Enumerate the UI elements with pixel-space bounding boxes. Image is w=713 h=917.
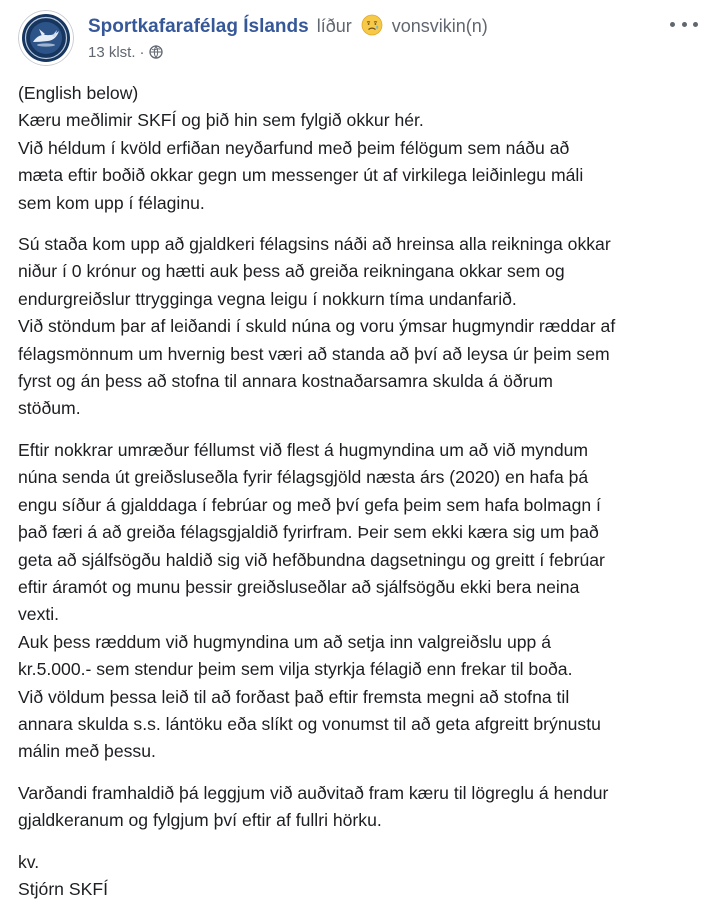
club-logo-icon xyxy=(18,10,74,66)
post-text-line: það færi á að greiða félagsgjaldið fyrirfram. Þeir sem ekki kæra sig um það xyxy=(18,522,599,543)
post-text-line: niður í 0 krónur og hætti auk þess að greiða reikningana okkar sem og xyxy=(18,261,565,282)
post-text-line: vexti. xyxy=(18,604,60,625)
post-text-line: núna senda út greiðsluseðla fyrir félagsgjöld næsta árs (2020) en hafa þá xyxy=(18,467,589,488)
post-text-line: geta að sjálfsögðu haldið sig við hefðbundna dagsetningu og greitt í febrúar xyxy=(18,549,605,570)
more-options-icon xyxy=(682,22,687,27)
post-paragraph xyxy=(18,231,698,423)
post-body xyxy=(18,80,698,917)
post-text-line: Kæru meðlimir SKFÍ og þið hin sem fylgið okkur hér. xyxy=(18,110,424,131)
post-text-line: mæta eftir boðið okkar gegn um messenger út af virkilega leiðinlegu máli xyxy=(18,165,584,186)
post-timestamp-link[interactable]: 13 klst. xyxy=(88,44,136,61)
post-paragraph xyxy=(18,780,698,835)
author-line xyxy=(88,14,488,39)
post-text-line: Auk þess ræddum við hugmyndina um að setja inn valgreiðslu upp á xyxy=(18,631,552,652)
post-text-line: (English below) xyxy=(18,83,139,103)
post-text-line: engu síður á gjalddaga í febrúar og með því gefa þeim sem hafa bolmagn í xyxy=(18,494,601,515)
author-name-link[interactable]: Sportkafarafélag Íslands xyxy=(88,16,309,37)
post-text-line: félagsmönnum um hvernig best væri að standa að því að leysa úr þeim sem xyxy=(18,343,610,364)
meta-separator: · xyxy=(139,44,145,61)
post-text-line: gjaldkeranum og fylgjum því eftir af fullri hörku. xyxy=(18,810,382,831)
disappointed-face-icon xyxy=(361,14,383,36)
post-text-line: kv. xyxy=(18,851,40,872)
feeling-verb: líður xyxy=(316,16,352,36)
post-text-line: Við héldum í kvöld erfiðan neyðarfund með þeim félögum sem náðu að xyxy=(18,137,570,158)
post-paragraph xyxy=(18,437,698,766)
post-text-line: fyrst og án þess að stofna til annara kostnaðarsamra skulda á öðrum xyxy=(18,371,553,392)
more-options-button[interactable] xyxy=(670,14,698,34)
post-text-line: Varðandi framhaldið þá leggjum við auðvitað fram kæru til lögreglu á hendur xyxy=(18,782,609,803)
post-text-line: Við stöndum þar af leiðandi í skuld núna og voru ýmsar hugmyndir ræddar af xyxy=(18,316,616,337)
post-paragraph xyxy=(18,80,698,217)
club-logo-avatar[interactable] xyxy=(18,10,74,66)
post-meta xyxy=(88,43,163,63)
post-text-line: eftir áramót og munu þessir greiðsluseðlar að sjálfsögðu ekki bera neina xyxy=(18,576,580,597)
post-text-line: kr.5.000.- sem stendur þeim sem vilja styrkja félagið enn frekar til boða. xyxy=(18,659,573,680)
more-options-icon xyxy=(670,22,675,27)
more-options-icon xyxy=(693,22,698,27)
post-text-line: Eftir nokkrar umræður féllumst við flest á hugmyndina um að við myndum xyxy=(18,439,589,460)
post-text-line: Við völdum þessa leið til að forðast það eftir fremsta megni að stofna til xyxy=(18,686,570,707)
post-text-line: málin með þessu. xyxy=(18,741,156,762)
post-text-line: Stjórn SKFÍ xyxy=(18,878,108,899)
feeling-label[interactable]: vonsvikin(n) xyxy=(391,16,488,36)
post-signature xyxy=(18,849,698,904)
post-text-line: annara skulda s.s. lántöku eða slíkt og vonumst til að geta afgreitt brýnustu xyxy=(18,713,601,734)
globe-icon[interactable] xyxy=(149,45,163,59)
post-text-line: stöðum. xyxy=(18,398,81,419)
post-header xyxy=(18,10,698,70)
post-text-line: endurgreiðslur ttrygginga vegna leigu í nokkurn tíma undanfarið. xyxy=(18,288,517,309)
post-text-line: Sú staða kom upp að gjaldkeri félagsins náði að hreinsa alla reikninga okkar xyxy=(18,234,611,255)
post-text-line: sem kom upp í félaginu. xyxy=(18,192,205,213)
